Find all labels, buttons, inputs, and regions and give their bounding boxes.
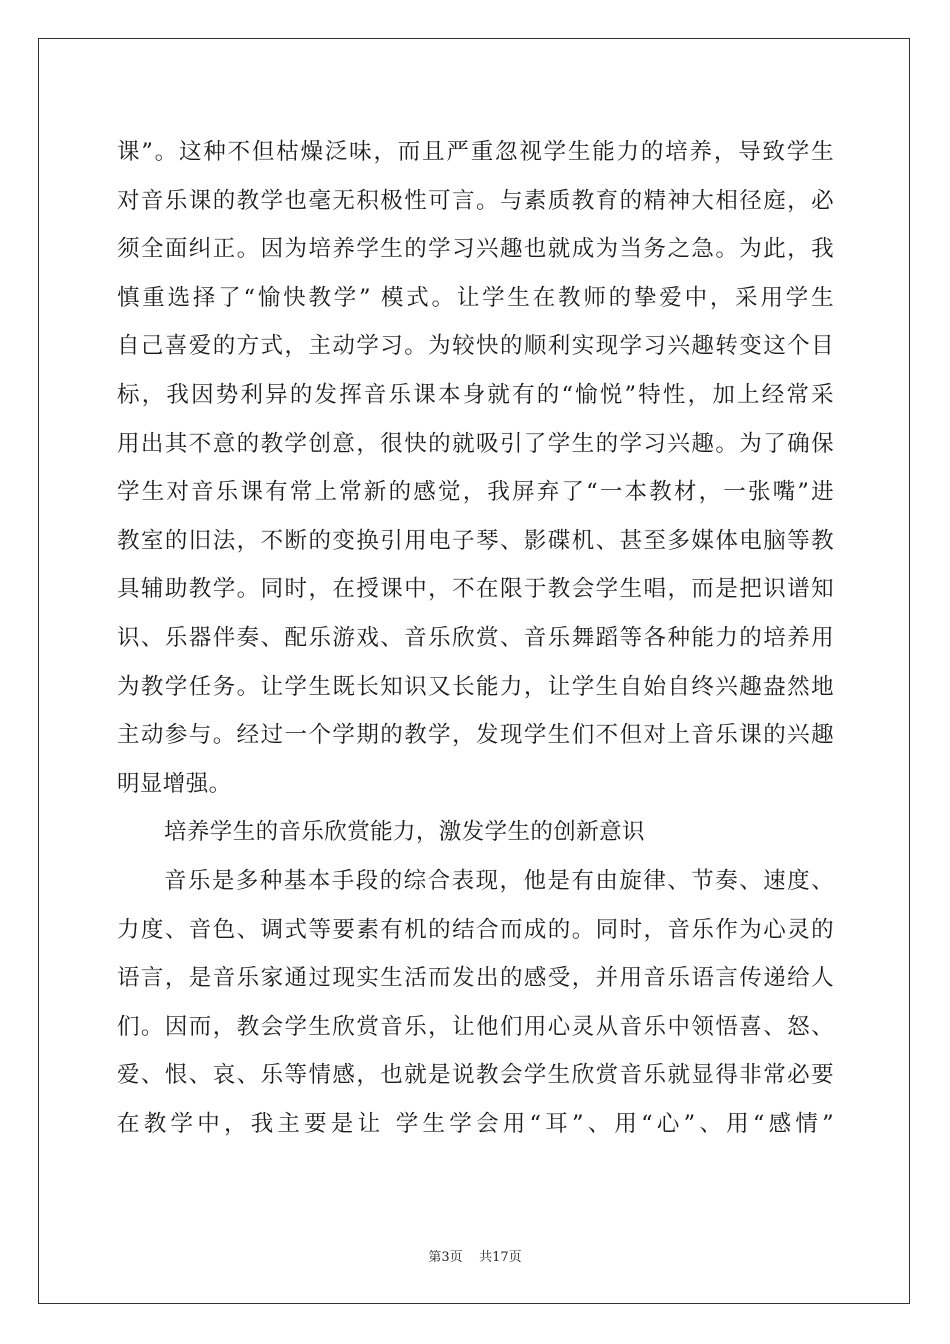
text-line: 课”。这种不但枯燥泛味，而且严重忽视学生能力的培养，导致学生 bbox=[117, 139, 834, 165]
page-number: 第3页 bbox=[428, 1250, 463, 1265]
text-line: 识、乐器伴奏、配乐游戏、音乐欣赏、音乐舞蹈等各种能力的培养用 bbox=[117, 624, 834, 651]
text-line: 在教学中，我主要是让 学生学会用“耳”、用“心”、用“感情” bbox=[117, 1110, 834, 1137]
document-body bbox=[117, 128, 834, 1148]
text-line: 学生对音乐课有常上常新的感觉，我屏弃了“一本教材，一张嘴”进 bbox=[117, 479, 834, 506]
text-line: 教室的旧法，不断的变换引用电子琴、影碟机、甚至多媒体电脑等教 bbox=[117, 527, 834, 554]
text-line: 为教学任务。让学生既长知识又长能力，让学生自始自终兴趣盎然地 bbox=[117, 673, 834, 700]
text-line: 对音乐课的教学也毫无积极性可言。与素质教育的精神大相径庭，必 bbox=[117, 187, 834, 214]
text-line: 用出其不意的教学创意，很快的就吸引了学生的学习兴趣。为了确保 bbox=[117, 430, 834, 457]
section-heading: 培养学生的音乐欣赏能力，激发学生的创新意识 bbox=[164, 819, 645, 846]
page-footer bbox=[0, 1246, 950, 1265]
text-line: 们。因而，教会学生欣赏音乐，让他们用心灵从音乐中领悟喜、怒、 bbox=[117, 1013, 834, 1040]
text-line: 标，我因势利异的发挥音乐课本身就有的“愉悦”特性，加上经常采 bbox=[117, 381, 834, 408]
text-line: 音乐是多种基本手段的综合表现，他是有由旋律、节奏、速度、 bbox=[164, 867, 834, 894]
text-line: 自己喜爱的方式，主动学习。为较快的顺利实现学习兴趣转变这个目 bbox=[117, 333, 834, 360]
text-line: 具辅助教学。同时，在授课中，不在限于教会学生唱，而是把识谱知 bbox=[117, 576, 834, 603]
text-line: 明显增强。 bbox=[117, 770, 232, 797]
text-line: 爱、恨、哀、乐等情感，也就是说教会学生欣赏音乐就显得非常必要 bbox=[117, 1062, 834, 1089]
text-line: 主动参与。经过一个学期的教学，发现学生们不但对上音乐课的兴趣 bbox=[117, 722, 834, 749]
text-line: 语言，是音乐家通过现实生活而发出的感受，并用音乐语言传递给人 bbox=[117, 965, 834, 992]
text-line: 慎重选择了“愉快教学” 模式。让学生在教师的挚爱中，采用学生 bbox=[117, 284, 834, 311]
text-line: 力度、音色、调式等要素有机的结合而成的。同时，音乐作为心灵的 bbox=[117, 916, 834, 943]
text-line: 须全面纠正。因为培养学生的学习兴趣也就成为当务之急。为此，我 bbox=[117, 236, 834, 263]
page-total: 共17页 bbox=[479, 1250, 522, 1265]
